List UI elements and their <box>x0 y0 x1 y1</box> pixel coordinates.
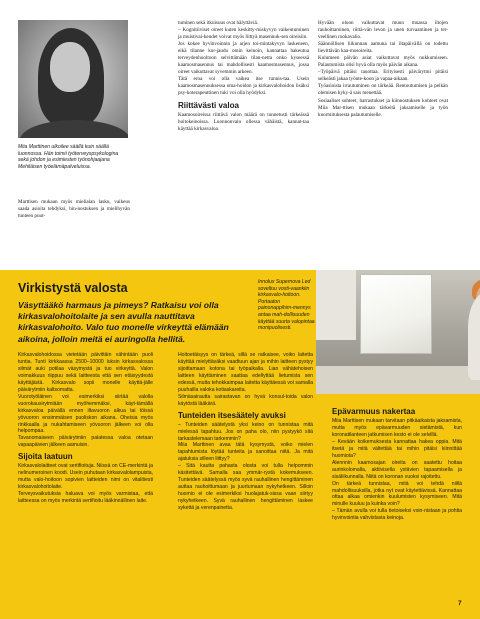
paragraph: – Tunteiden säätelystä yksi keino on tunnistaa mitä mielessä tapahtuu. Jos on paha olo, niin pystyykö sitä tarkastelemaan tarkemmin? <box>178 421 313 442</box>
section-heading: Sijoita laatuun <box>18 452 73 462</box>
product-photo <box>316 270 480 394</box>
paragraph: Tätä eroa voi olla vaikea itse tunnis-taa. Usein kaamosmasennuksessa oma-hoidon ja kirkasvalohoidon lisäksi psy-koterapeuttinen tuki voi olla hyödyksi. <box>178 76 309 97</box>
paragraph: Miia Marttinen avaa tätä kysymystä, voiko mielen tapahtumista löytää tunteita ja sanoittaa niitä. Ja mitä ajatuksia silleen liittyy? <box>178 442 313 463</box>
paragraph: Vuorotyöläinen voi esimerkiksi siirtää valolla vuorokausirytmiään myöhemmäksi, käyt-tämällä kirkasvaloa päivällä ennen iltavuoron alkua tai töissä yövuoron ensimmäisen puoliskon aikana. Oheisia myös rinkkaalla ja nukahtamiseen yövuoron jälkeen voi olla helpompaa. <box>18 393 153 435</box>
paragraph: Silmäsairautta sairastavan on hyvä konsul-toida valon käytöstä lääkärä. <box>178 393 313 407</box>
column-2 <box>178 20 309 133</box>
band-lead: Väsyttääkö harmaus ja pimeys? Ratkaisu voi olla kirkasvalohoitolaite ja sen avulla nauttitava kirkasvalohoito. Valo tuo monelle virkeyttä elämään aikoina, jolloin meitä ei auringolla hellitä. <box>18 300 229 344</box>
paragraph: –Työpäivä pitäisi tauottaa. Erityisesti päivärytmi pitäisi selkeästi jakaa työnte-koon ja vapaa-aikaan. <box>318 69 448 83</box>
band-column-1 <box>18 352 153 505</box>
band-column-2 <box>178 352 313 512</box>
page-number: 7 <box>458 600 462 607</box>
band-column-3 <box>332 404 462 522</box>
paragraph: Kirkasvalolaitteet ovat sertifioituja. Niissä on CE-merkintä ja nelinumeroinen koodi. Usein puhutaan kirkasvalolampuista, mutta valo-hoitoon sopivien laitteiden nimi on vitalitiesti kirkasvalohoitolaite. <box>18 463 153 491</box>
product-note: Innolux Supernova Led soveltuu vosti-vaankiin kirkasvalo-hoitoon. Portaaton painonappihim-mennys antaa mah-dollisuuden käyttää suurta valopintaa monipuolisesti. <box>258 279 315 332</box>
paragraph: Marttisen mukaan myös mielialan lasku, vaikeus saada asioita tehdyksi, hin-nostuksen ja mielihyvän tunteen puut- <box>18 199 130 220</box>
paragraph: Hoitoetäisyys on tärkeä, sillä se ratkaisee, voiko laitetta käyttää mielyttäväksi vaadtuun ajan ja mihin laitteen pystyy sijoittamaan kotona tai työpaikalla. Lian vähätehoisen laitteen käyttäminen saattaa edellyttää lietumista sen edessä, mutta tehokkaimpaa laitetta käyttäessä voi samalla puuhailla valoka kotiaskareita. <box>178 352 313 393</box>
portrait-photo <box>18 20 128 138</box>
paragraph: – Tämän avulla voi tulla tietoiseksi voin-nistaan ja pohtia hyvinvointia vahvistavia keinoja. <box>332 508 462 522</box>
paragraph: Hyvään oloon vaikuttavat muun muassa iltojen rauhoittaminen, riittä-vän levon ja unen turvaaminen ja ter-veellinen ruokavalio. <box>318 20 448 41</box>
paragraph: Säännöllisen liikunnan aamuna tai iltapäivällä on todettu lievittävän kaa-mosoireita. <box>318 41 448 55</box>
paragraph: – Sitä kautta pahasta olosta voi tulla helpommin käsitettävä. Samalla saa ymmär-rystä kokemukseen. Tunteiden säätelyssä myös syvä rauhallinen hengittäminen auttaa rauhoittumaan ja juurtumaan nykyhetkeen. Silloin huomio ei ole esimerkiksi huolajatuk-sissa vaan siirtyy nykyhetkeen. Syvä rauhallinen hengittäminen laskee sykettä ja verenpainetta. <box>178 463 313 512</box>
section-heading: Tunteiden itsesäätely avuksi <box>178 410 286 420</box>
paragraph: Alennnin kaamosajan oireita on saatettu hoitaa aurinkolomalla, aktiivisella ystävien tapaamisella ja sisäliikunnalla. Niitä on koronan vuoksi rajoitettu. <box>332 459 462 480</box>
photo-caption: Miia Marttinen ulkoilee säällä kuin säällä luonnossa. Hän toimii työterveyspsykologina sekä johdon ja esimiesten työnohjaajana Mehiläisen työelämäpalveluissa. <box>18 144 119 170</box>
paragraph: Tavanomaiseen päivärytmiin palatessa valoa otetaan vapaapäivien jälkeen aamuisin. <box>18 435 153 449</box>
paragraph: Sosiaaliset suhteet, harrastukset ja kiinnostuksen kohteet ovat Miia Mar-ttisen mukaan tärkeitä jaksamiselle ja työn kuormituksesta palautumiselle. <box>318 97 448 118</box>
paragraph: – Kevään koikemuksesta kannattaa hakea oppia. Mitä itsetä ja mitä vältettää tai mihin pitäisi kiinnittää huomiota? <box>332 438 462 459</box>
paragraph: Kirkasvalohoidossa vietetään päivittäin vähintään puoli tuntia. Tunti kirkkaassa 2500–10000 luksin kirkasvalossa silmät auki potilaa väsymystä ja tuo virkeyttä. Valon voimakkuus riippuu sekä laitteesta että sen etäisyydestä käyttäjästä. Kirkasvalo sopii monelle käyttä-jälle päivärytmiin kaltsomatta. <box>18 352 153 393</box>
column-1-text <box>18 199 130 220</box>
paragraph: On tärkeä tunnistaa, mitä voi tehdä niillä mahdollisuuksilla, jotka nyt ovat käytettävissä. Kannattaa ottaa alkaa omienkin kuulumisten kysymiseen. Mitä minulle kuuluu ja kuinka voin? <box>332 480 462 508</box>
section-heading: Riittävästi valoa <box>178 100 239 110</box>
paragraph: Työasioista irrautuminen on tärkeää. Rentoutumisen ja pelkän olemisen kyky-ä sais menettää. <box>318 83 448 97</box>
column-3 <box>318 20 448 119</box>
paragraph: Miia Marttisen mukaan tarvitaan pitkäaikaista jaksamista, mutta myös epävarmuuden sietämistä, kun koronatilanteen jatkumisen kesto ei ole selvillä. <box>332 418 462 438</box>
paragraph: Kaamosoireissa riittävä valon määrä on tunnetusti tärkeässä hoitokeinoissa. Luonnonvalo ollessa vähäistä, kannat-taa käyttää kirkasvaloa. <box>178 111 309 132</box>
paragraph: Terveysvaikutuksia haluava voi myös varmistaa, että laitteessa on myös merkintä sertifioitu lääkinnällinen laite. <box>18 491 153 505</box>
band-title: Virkistystä valosta <box>18 281 128 295</box>
paragraph: Jos kokee hyvinvoinnin ja arjen toi-mintakyvyn laskeneen, eikä tilanne kor-jaudu omin keinoin, kannattaa hakeutua terveydenhuoltoon selvittämään tilan-netta onko kyseessä kaamosmasennus tai mahdollisesti kaamosmasennus, jossa oireet vaikuttavat syvemmin arkeen. <box>178 41 309 76</box>
paragraph: – Kognitiiviset oireet kuten keskitty-miskyvyn vaikeutuminen ja muistivai-keudet voivat myös liittyä masennuk-sen oireisiin. <box>178 27 309 41</box>
paragraph: tuminen sekä itkuisuus ovat hälyttäviä. <box>178 20 259 26</box>
section-heading: Epävarmuus nakertaa <box>332 407 416 416</box>
paragraph: Kulumeen päivän asiat vaikuttavat myös nukkumiseen. Palautumista olisi hyvä olla myös päivän aikana. <box>318 55 448 69</box>
